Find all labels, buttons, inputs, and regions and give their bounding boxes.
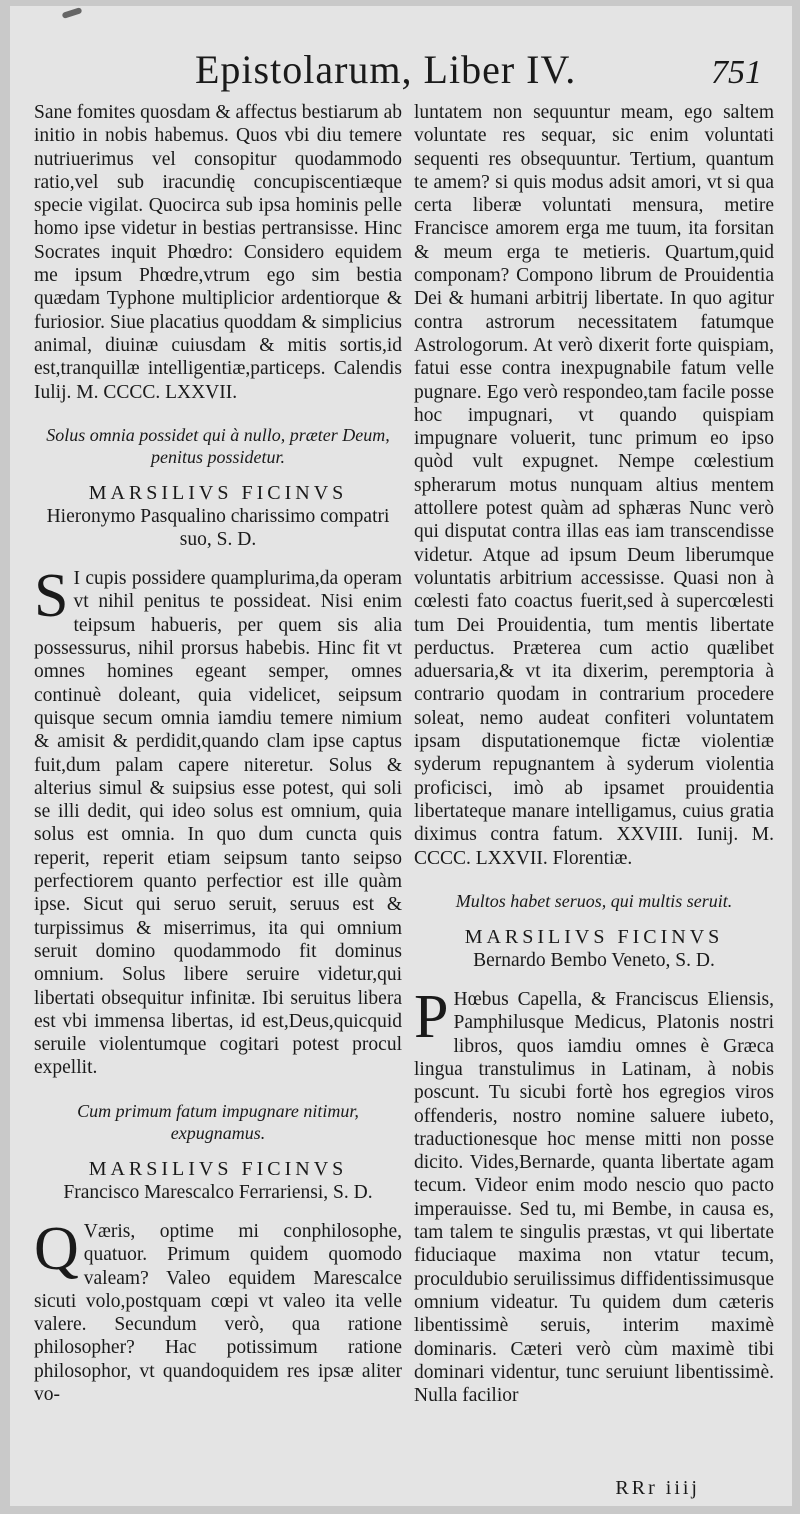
letter-text: Væris, optime mi conphilosophe, quatuor. Primum quidem quomodo valeam? Valeo equidem Marescalce sicuti volo,postquam cœpi vt valeo ita velle valere. Secundum verò, qua ratione philosopher? Hac potissimum ratione philosophor, vt quandoquidem res ipsæ aliter vo-	[34, 1220, 402, 1406]
letter-addressee: Bernardo Bembo Veneto, S. D.	[473, 950, 715, 972]
letter-continuation: Sane fomites quosdam & affectus bestiarum ab initio in nobis habemus. Quos vbi diu temere nutriuerimus vel consopitur quodammodo ratio,vel sub iracundię concupiscentiæque specie vigilat. Quocirca sub ipsa hominis pelle homo ipse videtur in bestias pertransisse. Hinc Socrates inquit Phœdro: Considero equidem me ipsum Phœdre,vtrum ego sim bestia quædam Typhone multiplicior ardentiorque & furiosior. Siue placatius quoddam & simplicius animal, diuinæ cuiusdam & mitis sortis,id est,tranquillæ intelligentiæ,particeps. Calendis Iulij. M. CCCC. LXXVII.	[34, 102, 402, 403]
left-column	[34, 101, 402, 1406]
letter-body	[34, 562, 402, 1080]
drop-capital: P	[414, 983, 449, 1052]
page-number: 751	[711, 54, 762, 91]
motto: Cum primum fatum impugnare nitimur, expugnamus.	[77, 1100, 359, 1143]
motto: Solus omnia possidet qui à nullo, præter Deum, penitus possidetur.	[46, 424, 390, 467]
letter-continuation: luntatem non sequuntur meam, ego saltem voluntate res sequar, sic enim voluntati sequenti res obsequuntur. Tertium, quantum te amem? si quis modus adsit amori, vt si qua certa liberæ voluntati mensura, metire Francisce amorem erga me tuum, ita forsitan & meum erga te metieris. Quartum,quid componam? Compono librum de Prouidentia Dei & humani arbitrij libertate. In quo agitur contra astrorum necessitatem fatumque Astrologorum. At verò dixerit forte quispiam, fatui esse contra inexpugnabile fatum velle pugnare. Ego verò respondeo,tam facile posse hoc impugnari, vt quando quispiam impugnare voluerit, tunc primum eo ipso quòd vult expugnet. Nempe cœlestium spherarum motus nunquam altius mentem attollere potest quàm ad sphæras Nunc verò qui disputat contra illas eas iam transcendisse videtur. Atque ad ipsum Deum liberumque voluntatis arbitrium accessisse. Quasi non à cœlesti fato coactus fuerit,sed à supercœlesti tum Dei Prouidentia, tum mentis libertate perductus. Præterea cum actio quælibet aduersaria,& vt ita dixerim, peremptoria à contrario quodam in contrarium procedere soleat, nemo audeat confiteri voluntatem ipsam disputationemque fictæ violentiæ syderum repugnantem à syderum violentia proficisci, imò ab ipsamet prouidentia libertateque manare intelligamus, cuius gratia diximus contra fatum. XXVIII. Iunij. M. CCCC. LXXVII. Florentiæ.	[414, 102, 774, 869]
running-title: Epistolarum, Liber IV.	[195, 47, 577, 92]
letter-body	[34, 1214, 402, 1406]
motto: Multos habet seruos, qui multis seruit.	[455, 890, 733, 911]
letter-text: Hœbus Capella, & Franciscus Eliensis, Pamphilusque Medicus, Platonis nostri libros, quos iamdiu omnes è Græca lingua transtulimus in Latinam, à nobis poscunt. Tu sicubi fortè hos egregios viros offenderis, nostro nomine saluere iubeto, traductionesque hoc mense mitti non posse dicito. Vides,Bernarde, quanta libertate agam tecum. Videor enim modo nescio quo pacto imperauisse. Sed tu, mi Bembe, in causa es, tam talem te singulis præstas, vt qui libertate fiduciaque maxima non vtatur tecum, proculdubio seruilissimus diffidentissimusque omnium videatur. Tu quidem dum cæteris libentissimè seruis, interim maximè dominaris. Cæteri verò cùm maximè tibi dominari videntur, tunc seruiunt libentissimè. Nulla facilior	[414, 989, 774, 1407]
letter-addressee: Francisco Marescalco Ferrariensi, S. D.	[63, 1181, 373, 1203]
book-page	[10, 6, 792, 1506]
letter-sender: MARSILIVS FICINVS	[88, 1157, 348, 1180]
right-column	[414, 101, 774, 1407]
drop-capital: Q	[34, 1214, 79, 1283]
signature-mark: RRr iiij	[615, 1477, 700, 1499]
letter-sender: MARSILIVS FICINVS	[88, 481, 348, 504]
letter-text: I cupis possidere quamplurima,da operam vt nihil penitus te possideat. Nisi enim teipsum habueris, per quem sis alia possessurus, nihil prorsus habebis. Hinc fit vt omnes homines egeant semper, omnes continuè doleant, quia videlicet, seipsum quisque secum omnia iamdiu temere nimium & amisit & perdidit,quando clam ipse captus fuit,dum palam capere niteretur. Solus & alterius simul & suipsius esse potest, qui soli se illi dedit, qui ideo solus est omnium, quia solus est omnia. In quo dum cuncta quis reperit, reperit etiam seipsum tanto seipso perfectiorem quanto perfectior est ille quàm ipse. Sicut qui seruo seruit, seruus est & turpissimus & miserrimus, ita qui omnium seruit domino quodammodo fit dominus omnium. Solus libere seruire videtur,qui libertati obsequitur infinitæ. Ibi seruitus libera est vbi immensa libertas, id est,Deus,quicquid seruile violentumque cogitari potest procul expellit.	[34, 568, 402, 1079]
ink-blot	[62, 7, 83, 19]
page-header	[10, 46, 792, 106]
drop-capital: S	[34, 562, 69, 631]
letter-sender: MARSILIVS FICINVS	[464, 925, 724, 948]
letter-addressee: Hieronymo Pasqualino charissimo compatri suo, S. D.	[46, 506, 390, 551]
letter-body	[414, 983, 774, 1407]
